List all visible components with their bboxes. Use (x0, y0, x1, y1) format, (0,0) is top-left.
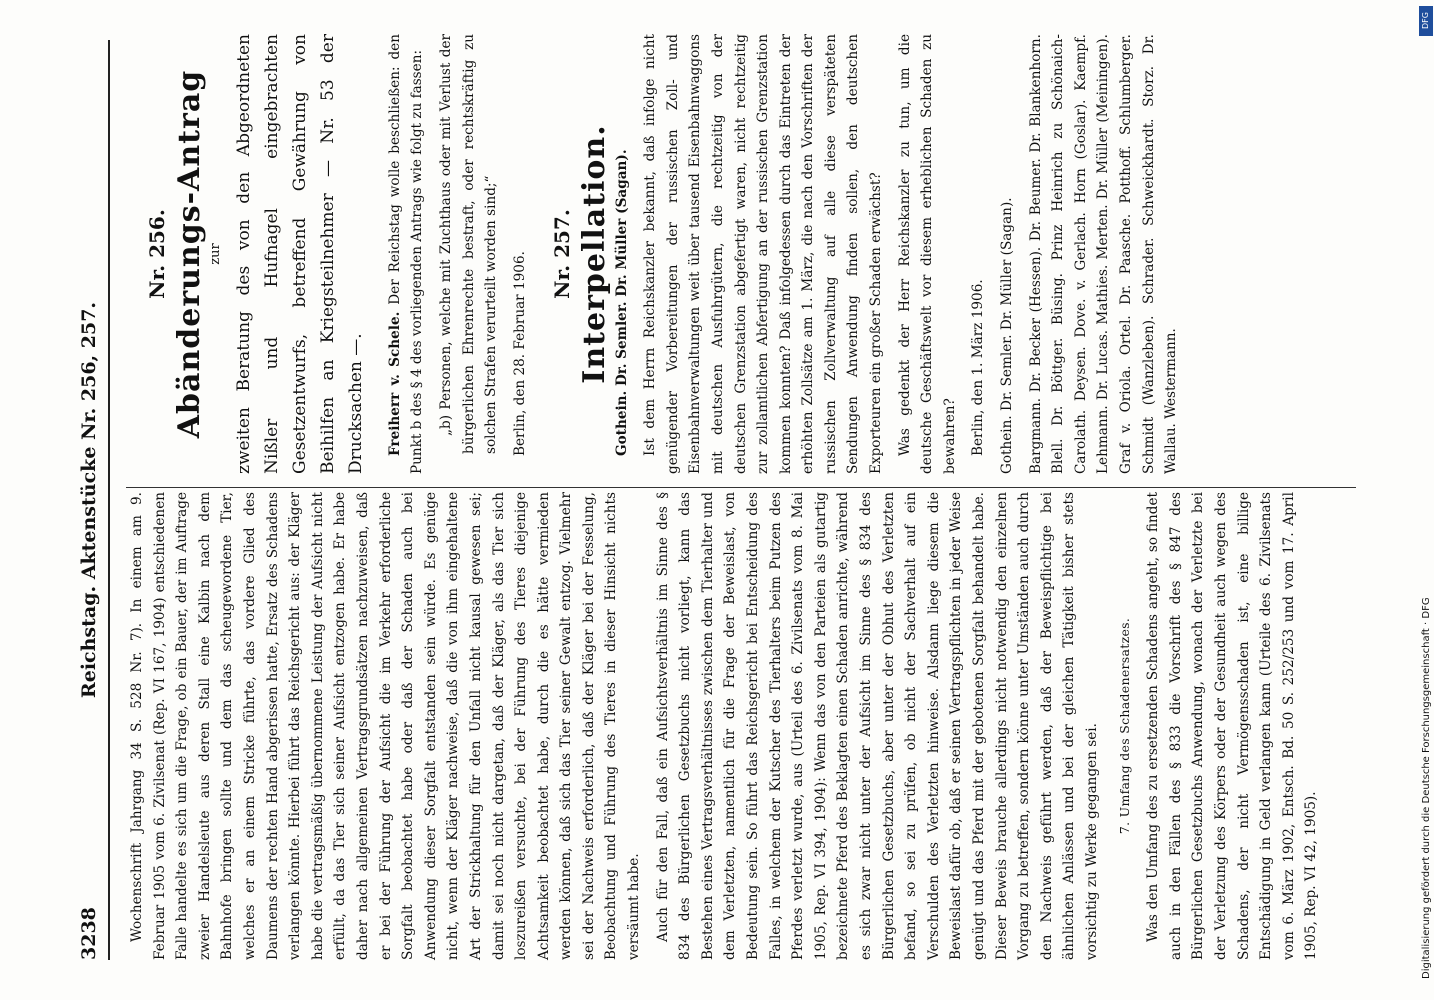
signers-list: Bargmann. Dr. Becker (Hessen). Dr. Beumer. Dr. Blankenhorn. Blell. Dr. Böttger. Büsing. Prinz Heinrich zu Schönaich-Carolath. Deysen. Dove. v. Gerlach. Horn (Goslar). Kaempf. Lehmann. Dr. Lucas. Mathies. Merten. Dr. Müller (Meiningen). Graf v. Oriola. Ortel. Dr. Paasche. Potthoff. Schlumberger. Schmidt (Wanzleben). Schrader. Schweickhardt. Storz. Dr. Wallau. Westermann. (1027, 34, 1180, 474)
nr-257-heading: Nr. 257. (550, 209, 575, 299)
interpellation-question: Was gedenkt der Herr Reichskanzler zu tun, um die deutsche Geschäftswelt vor diesem erheblichen Schaden zu bewahren? (896, 34, 958, 474)
signers-lead: Gothein. Dr. Semler. Dr. Müller (Sagan). (999, 197, 1016, 474)
zur-label: zur (208, 243, 224, 265)
antrag-quote: „b) Personen, welche mit Zuchthaus oder mit Verlust der bürgerlichen Ehrenrechte bestraft, oder rechtskräftig zu solchen Strafen verurteilt worden sind;“ (437, 34, 500, 454)
left-paragraph-1: Wochenschrift Jahrgang 34 S. 528 Nr. 7). In einem am 9. Februar 1905 vom 6. Zivilsenat (Rep. VI 167, 1904) entschiedenen Falle handelte es sich um die Frage, ob ein Bauer, der im Auftrage zweier Handelsleute aus deren Stall eine Kalbin nach dem Bahnhofe bringen sollte und dem das scheugewordene Tier, welches er an einem Stricke führte, das vordere Glied des Daumens der rechten Hand abgerissen hatte, Ersatz des Schadens verlangen könnte. Hierbei führt das Reichsgericht aus: der Kläger habe die vertragsmäßig übernommene Leistung der Aufsicht nicht erfüllt, da das Tier sich seiner Aufsicht entzogen habe. Er habe daher nach allgemeinen Vertragsgrundsätzen nachzuweisen, daß er bei der Führung der Aufsicht die im Verkehr erforderliche Sorgfalt beobachtet habe oder daß der Schaden auch bei Anwendung dieser Sorgfalt entstanden sein würde. Es genüge nicht, wenn der Kläger nachweise, daß die von ihm eingehaltene Art der Strickhaltung für den Unfall nicht kausal gewesen sei; damit sei noch nicht dargetan, daß der Kläger, als das Tier sich loszureißen versuchte, bei der Führung des Tieres diejenige Achtsamkeit beobachtet habe, durch die es hätte vermieden werden können, daß sich das Tier seiner Gewalt entzog. Vielmehr sei der Nachweis erforderlich, daß der Kläger bei der Fesselung, Beobachtung und Führung des Tieres in dieser Hinsicht nichts versäumt habe. (129, 492, 643, 960)
digitization-note (1418, 500, 1432, 980)
header-title: Reichstag. Aktenstücke Nr. 256, 257. (78, 301, 100, 699)
left-paragraph-3: Was den Umfang des zu ersetzenden Schadens angeht, so findet auch in den Fällen des § 833 die Vorschrift des § 847 des Bürgerlichen Gesetzbuchs Anwendung, wonach der Verletzte bei der Verletzung des Körpers oder der Gesundheit auch wegen des Schadens, der nicht Vermögensschaden ist, eine billige Entschädigung in Geld verlangen kann (Urteile des 6. Zivilsenats vom 6. März 1902, Entsch. Bd. 50 S. 252/253 und vom 17. April 1905, Rep. VI 42, 1905). (1145, 492, 1320, 960)
dfg-logo-icon: DFG (1419, 6, 1433, 36)
digitization-note-text: Digitalisierung gefördert durch die Deutsche Forschungsgemeinschaft · DFG (1421, 597, 1432, 979)
interpellation-authors: Gothein. Dr. Semler. Dr. Müller (Sagan). (613, 149, 630, 456)
section-title-7: 7. Umfang des Schadenersatzes. (1116, 617, 1132, 835)
page-header (78, 40, 108, 960)
right-column (126, 34, 1356, 474)
nr-256-heading: Nr. 256. (145, 209, 169, 299)
left-column (126, 492, 1356, 960)
column-divider (126, 487, 1356, 488)
date-257: Berlin, den 1. März 1906. (970, 279, 987, 456)
date-256: Berlin, den 28. Februar 1906. (511, 251, 528, 456)
abaenderungs-antrag-title: Abänderungs-Antrag (171, 69, 207, 439)
interpellation-text: Ist dem Herrn Reichskanzler bekannt, daß infolge nicht genügender Vorbereitungen der russischen Zoll- und Eisenbahnverwaltungen weit über tausend Eisenbahnwaggons mit deutschen Ausfuhrgütern, die rechtzeitig von der deutschen Grenzstation abgefertigt waren, nicht rechtzeitig zur zollamtlichen Abfertigung an der russischen Grenzstation kommen konnten? Daß infolgedessen durch das Eintreten der erhöhten Zollsätze am 1. März, die nach den Vorschriften der russischen Zollverwaltung auf alle diese verspäteten Sendungen Anwendung finden sollen, den deutschen Exporteuren ein großer Schaden erwächst? (642, 34, 885, 474)
antrag-text: Der Reichstag wolle beschließen: den Punkt b des § 4 des vorliegenden Antrags wie folgt zu fassen: (386, 34, 426, 474)
nr-256-description: zweiten Beratung des von den Abgeordneten Nißler und Hufnagel eingebrachten Gesetzentwurfs, betreffend Gewährung von Beihilfen an Kriegsteilnehmer — Nr. 53 der Drucksachen —. (233, 34, 366, 474)
left-paragraph-2: Auch für den Fall, daß ein Aufsichtsverhältnis im Sinne des § 834 des Bürgerlichen Gesetzbuchs nicht vorliegt, kann das Bestehen eines Vertragsverhältnisses zwischen dem Tierhalter und dem Verletzten, namentlich für die Frage der Beweislast, von Bedeutung sein. So führt das Reichsgericht bei Entscheidung des Falles, in welchem der Kutscher des Tierhalters beim Putzen des Pferdes verletzt wurde, aus (Urteil des 6. Zivilsenats vom 8. Mai 1905, Rep. VI 394, 1904): Wenn das von den Parteien als gutartig bezeichnete Pferd des Beklagten einen Schaden anrichte, während es sich zwar nicht unter der Aufsicht im Sinne des § 834 des Bürgerlichen Gesetzbuchs, aber unter der Obhut des Verletzten befand, so sei zu prüfen, ob nicht der Sachverhalt auf ein Verschulden des Verletzten hinweise. Alsdann liege diesem die Beweislast dafür ob, daß er seinen Vertragspflichten in jeder Weise genügt und das Pferd mit der gebotenen Sorgfalt behandelt habe. Dieser Beweis brauche allerdings nicht notwendig den einzelnen Vorgang zu betreffen, sondern könne unter Umständen auch durch den Nachweis geführt werden, daß der Beweispflichtige bei ähnlichen Anlässen und bei der gleichen Tätigkeit bisher stets vorsichtig zu Werke gegangen sei. (654, 492, 1100, 960)
interpellation-title: Interpellation. (576, 124, 612, 384)
page-number: 3238 (78, 907, 100, 960)
header-rule (108, 40, 110, 960)
antrag-author: Freiherr v. Schele. (386, 311, 403, 456)
